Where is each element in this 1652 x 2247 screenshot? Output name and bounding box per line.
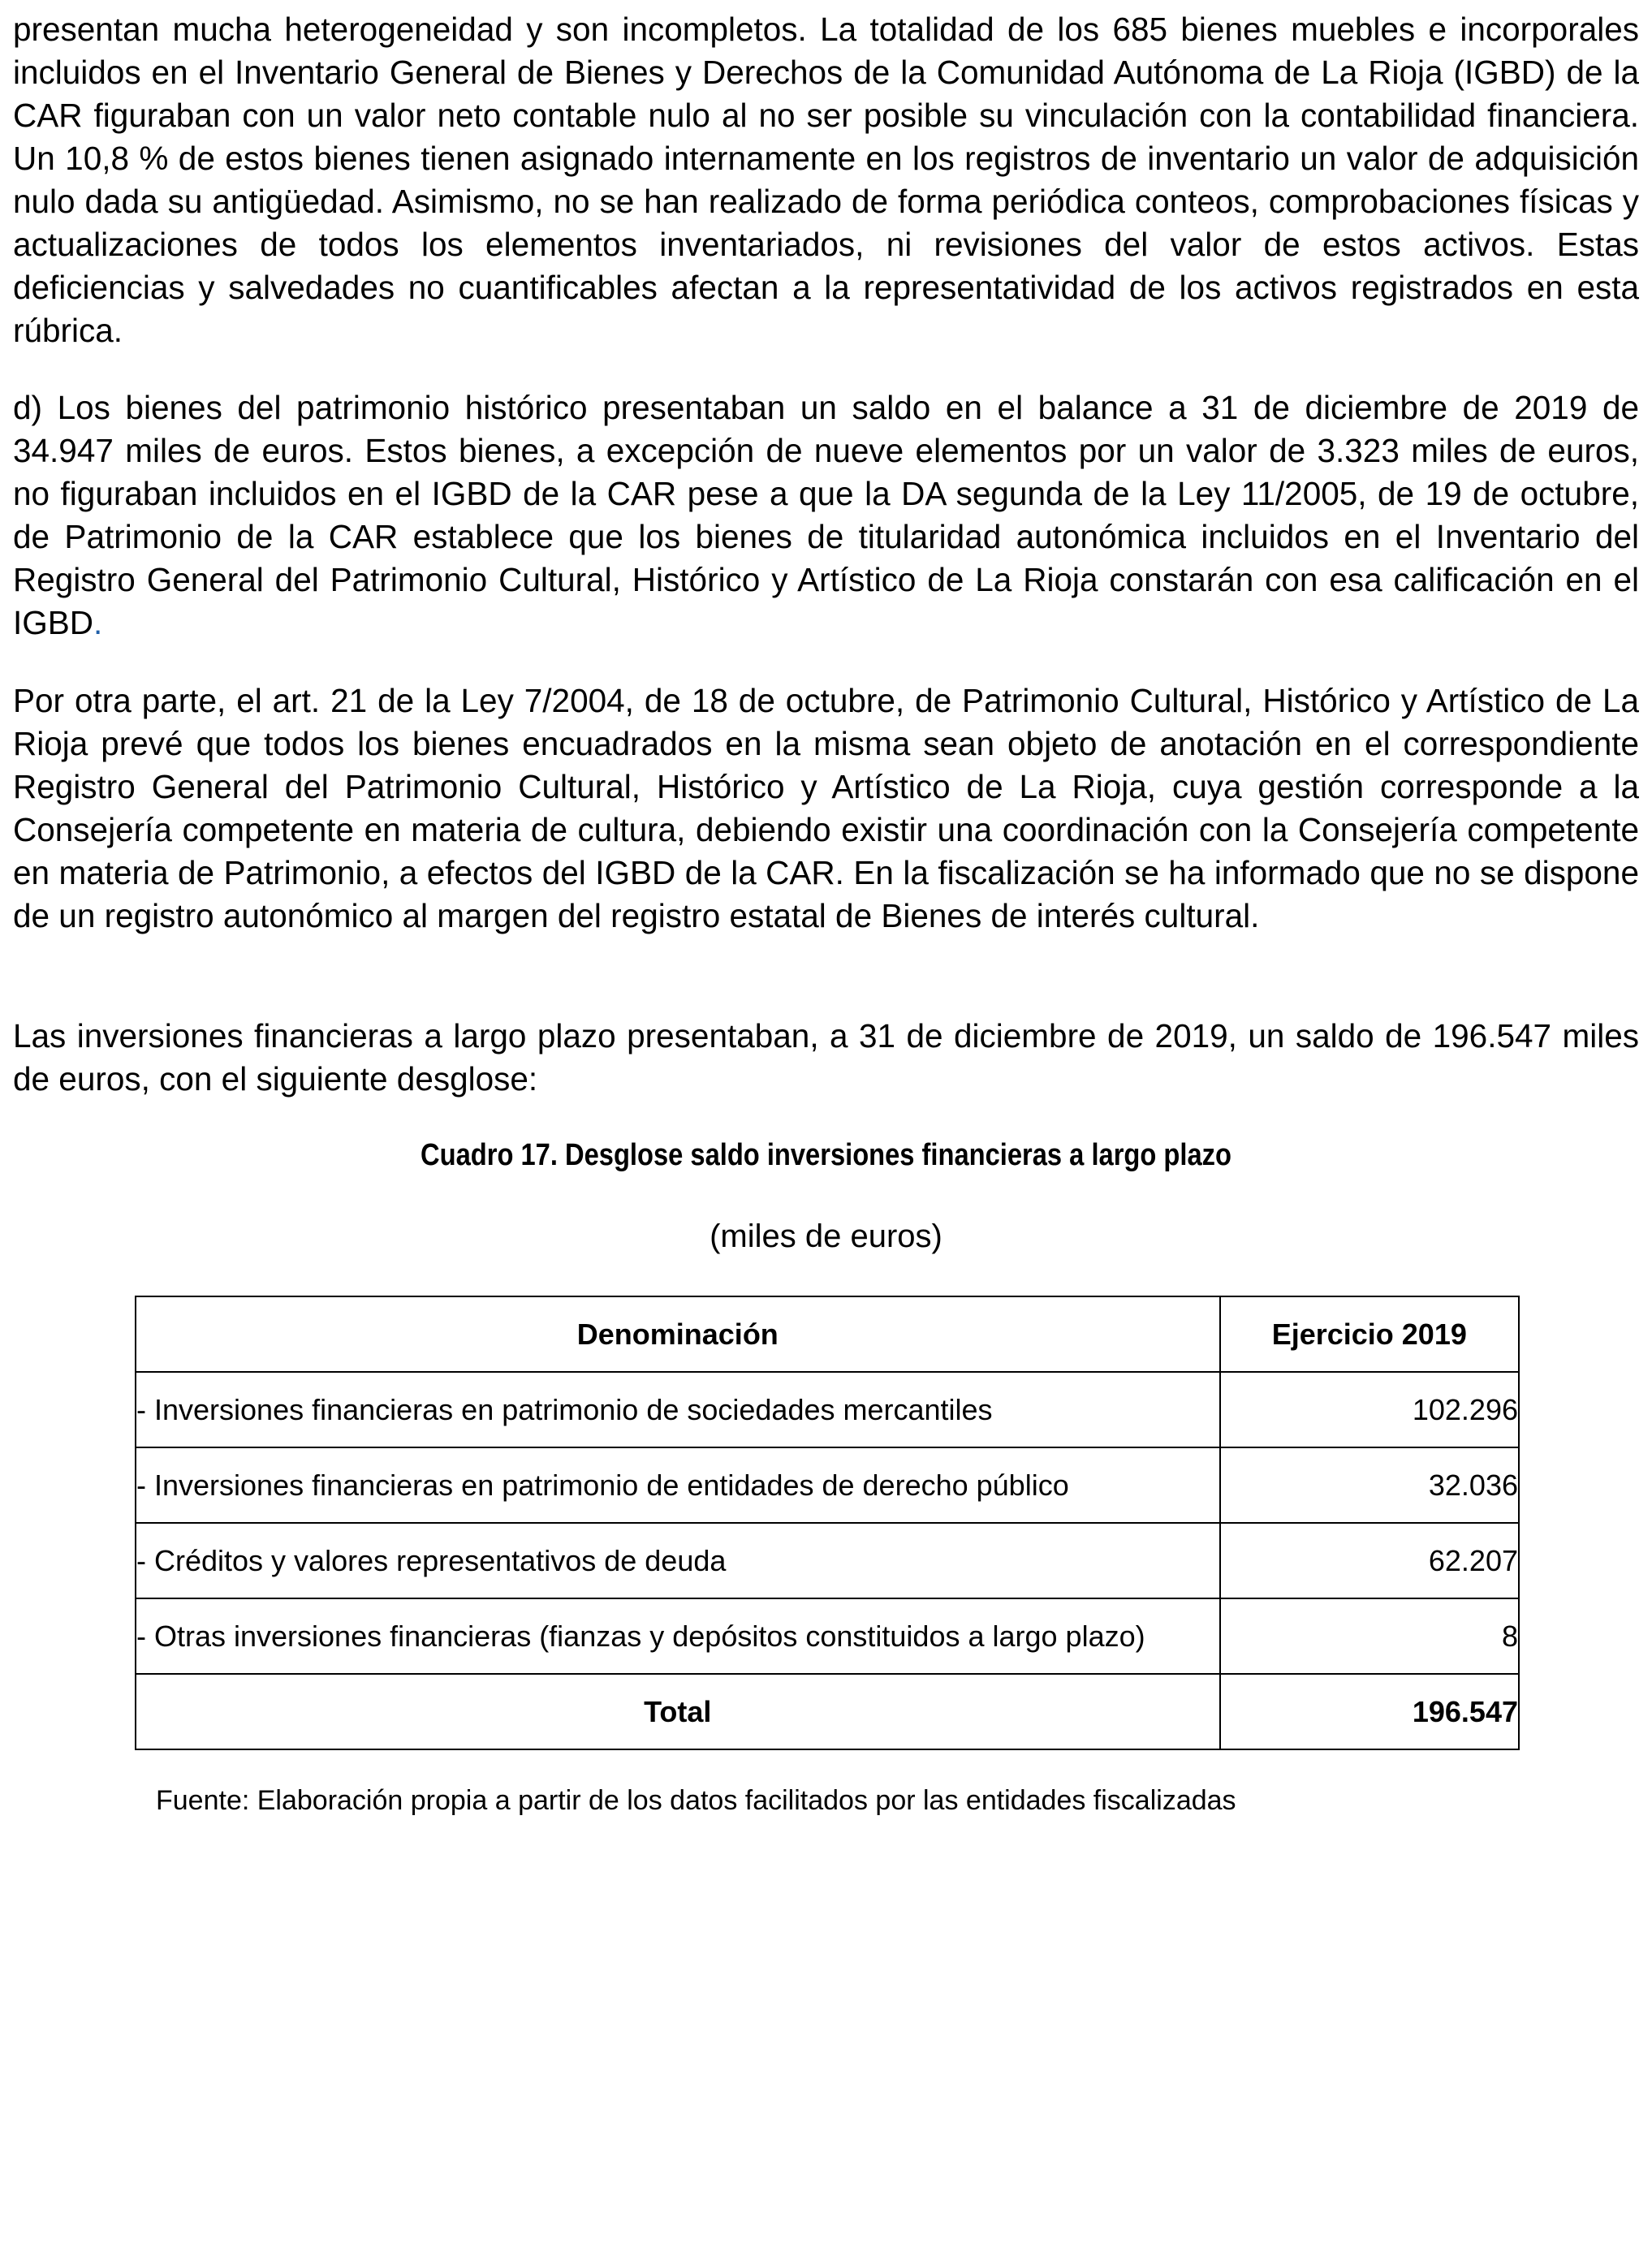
row-value: 8 — [1220, 1598, 1519, 1674]
paragraph-inventory: presentan mucha heterogeneidad y son incompletos. La totalidad de los 685 bienes muebles e incorporales incluidos en el Inventario General de Bienes y Derechos de la Comunidad Autónoma de La Rioja (IGBD) de la CAR figuraban con un valor neto contable nulo al no ser posible su vinculación con la contabilidad financiera. Un 10,8 % de estos bienes tienen asignado internamente en los registros de inventario un valor de adquisición nulo dada su antigüedad. Asimismo, no se han realizado de forma periódica conteos, comprobaciones físicas y actualizaciones de todos los elementos inventariados, ni revisiones del valor de estos activos. Estas deficiencias y salvedades no cuantificables afectan a la representatividad de los activos registrados en esta rúbrica. — [13, 11, 1639, 349]
paragraph-historic-heritage-text: d) Los bienes del patrimonio histórico presentaban un saldo en el balance a 31 de diciembre de 2019 de 34.947 miles de euros. Estos bienes, a excepción de nueve elementos por un valor de 3.323 miles de euros, no figuraban incluidos en el IGBD de la CAR pese a que la DA segunda de la Ley 11/2005, de 19 de octubre, de Patrimonio de la CAR establece que los bienes de titularidad autonómica incluidos en el Inventario del Registro General del Patrimonio Cultural, Histórico y Artístico de La Rioja constarán con esa calificación en el IGBD — [13, 389, 1639, 641]
paragraph-cultural-registry: Por otra parte, el art. 21 de la Ley 7/2004, de 18 de octubre, de Patrimonio Cultural, Histórico y Artístico de La Rioja prevé que todos los bienes encuadrados en la misma sean objeto de anotación en el correspondiente Registro General del Patrimonio Cultural, Histórico y Artístico de La Rioja, cuya gestión corresponde a la Consejería competente en materia de cultura, debiendo existir una coordinación con la Consejería competente en materia de Patrimonio, a efectos del IGBD de la CAR. En la fiscalización se ha informado que no se dispone de un registro autonómico al margen del registro estatal de Bienes de interés cultural. — [13, 682, 1639, 934]
row-name: - Inversiones financieras en patrimonio de entidades de derecho público — [136, 1447, 1220, 1523]
row-value: 102.296 — [1220, 1372, 1519, 1447]
total-value: 196.547 — [1220, 1674, 1519, 1749]
row-name: - Inversiones financieras en patrimonio de sociedades mercantiles — [136, 1372, 1220, 1447]
table-title: Cuadro 17. Desglose saldo inversiones financieras a largo plazo — [421, 1138, 1231, 1172]
row-value: 62.207 — [1220, 1523, 1519, 1598]
row-value: 32.036 — [1220, 1447, 1519, 1523]
table-subtitle: (miles de euros) — [710, 1218, 942, 1254]
table-source-note: Fuente: Elaboración propia a partir de los datos facilitados por las entidades fiscalizadas — [156, 1785, 1236, 1816]
paragraph-financial-investments: Las inversiones financieras a largo plazo presentaban, a 31 de diciembre de 2019, un saldo de 196.547 miles de euros, con el siguiente desglose: — [13, 1017, 1639, 1098]
row-name: - Otras inversiones financieras (fianzas y depósitos constituidos a largo plazo) — [136, 1598, 1220, 1674]
table-total-row — [136, 1674, 1519, 1749]
row-name: - Créditos y valores representativos de deuda — [136, 1523, 1220, 1598]
table-header-row — [136, 1296, 1519, 1372]
total-label: Total — [136, 1674, 1220, 1749]
table-row — [136, 1372, 1519, 1447]
table-row — [136, 1447, 1519, 1523]
paragraph-historic-heritage — [13, 386, 1639, 645]
table-row — [136, 1598, 1519, 1674]
table-row — [136, 1523, 1519, 1598]
header-ejercicio-2019: Ejercicio 2019 — [1220, 1296, 1519, 1372]
investments-table — [135, 1296, 1520, 1750]
paragraph-end-dot: . — [93, 604, 103, 641]
header-denominacion: Denominación — [136, 1296, 1220, 1372]
